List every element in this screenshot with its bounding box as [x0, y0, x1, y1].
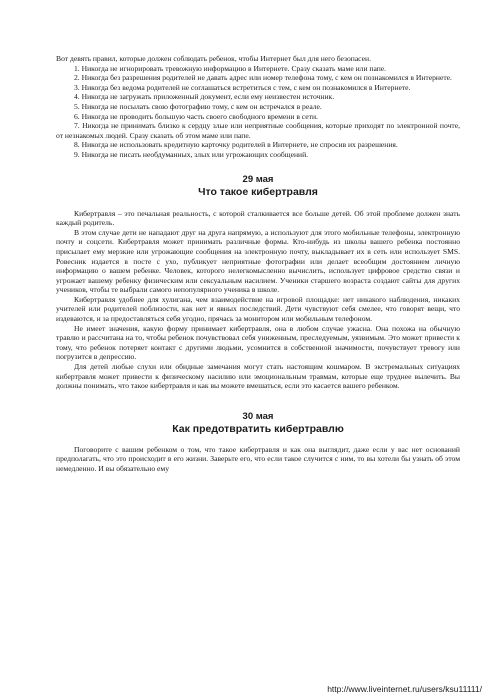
section-prevention	[56, 411, 460, 474]
section-title: Что такое кибертравля	[198, 185, 318, 198]
source-url-watermark: http://www.liveinternet.ru/users/ksu11111/	[327, 684, 482, 694]
rule-item: 3. Никогда без ведома родителей не соглашаться встретиться с тем, с кем он познакомился в Интернете.	[74, 82, 411, 92]
paragraph: Для детей любые слухи или обидные замечания могут стать настоящим кошмаром. В экстремальных ситуациях кибертравля может привести к физическому насилию или эмоциональным травмам, которые еще труднее вылечить. Вы должны понимать, что такое кибертравля и как вы можете вмешаться, если это касается вашего ребенком.	[56, 362, 460, 391]
section-date: 29 мая	[242, 173, 274, 185]
rule-item: 2. Никогда без разрешения родителей не давать адрес или номер телефона тому, с кем он познакомился в Интернете.	[74, 73, 452, 83]
paragraph: Поговорите с вашим ребенком о том, что такое кибертравля и как она выглядит, даже если у вас нет оснований предполагать, что это происходит в его жизни. Заверьте его, что если такое случится с ним, то вы хотели бы узнать об этом немедленно. И вы обязательно ему	[56, 444, 460, 473]
paragraph: В этом случае дети не нападают друг на друга напрямую, а используют для этого мобильные телефоны, электронную почту и соцсети. Кибертравля может принимать различные формы. Кто-нибудь из школы вашего ребенка постоянно присылает ему мерзкие или угрожающие сообщения на электронную почту, выкладывает их в сеть или использует SMS. Ровесник издается в посте с ухо, публикует неприятные фотографии или делает всеобщим достоянием личную информацию о вашем ребенке. Человек, которого нелегкомысленно вычислить, использует цифровое средство связи и угрожает вашему ребенку физическим или сексуальным насилием. Ученики старшего возраста создают сайты для других учеников, чтобы те выбрали самого непопулярного ученика в школе.	[56, 227, 460, 295]
rule-item: 8. Никогда не использовать кредитную карточку родителей в Интернете, не спросив их разрешения.	[74, 140, 398, 150]
rule-item: 6. Никогда не проводить большую часть своего свободного времени в сети.	[74, 111, 318, 121]
section-cyberbullying	[56, 174, 460, 391]
rule-item: 9. Никогда не писать необдуманных, злых или угрожающих сообщений.	[74, 149, 309, 159]
section-date: 30 мая	[242, 410, 274, 422]
paragraph: Кибертравля удобнее для хулигана, чем взаимодействие на игровой площадке: нет никакого наблюдения, никаких учителей или родителей поблизости, как нет и явных последствий. Дети чувствуют себя смелее, что говорят вещи, что издеваются, и за предоставляться себя угодно, прячась за монитором или мобильным телефоном.	[56, 294, 460, 324]
rule-item: 5. Никогда не посылать свою фотографию тому, с кем он встречался в реале.	[74, 101, 322, 111]
rule-item: 4. Никогда не загружать приложенный документ, если ему неизвестен источник.	[74, 92, 335, 102]
section-title: Как предотвратить кибертравлю	[172, 422, 344, 435]
intro-block	[56, 54, 460, 160]
rule-item: 1. Никогда не игнорировать тревожную информацию в Интернете. Сразу сказать маме или папе.	[74, 63, 387, 73]
intro-text: Вот девять правил, которые должен соблюдать ребенок, чтобы Интернет был для него безопасен.	[56, 54, 371, 63]
paragraph: Кибертравля – это печальная реальность, с которой сталкивается все больше детей. Об этой проблеме должен знать каждый родитель.	[56, 208, 460, 228]
rule-item: 7. Никогда не принимать близко к сердцу злые или неприятные сообщения, которые приходят по электронной почте, от незнакомых людей. Сразу сказать об этом маме или папе.	[56, 121, 460, 140]
paragraph: Не имеет значения, какую форму принимает кибертравля, она в любом случае ужасна. Она похожа на обычную травлю и рассчитана на то, чтобы ребенок почувствовал себя униженным, преследуемым, уязвимым. Это может привести к тому, что ребенок потеряет контакт с другими людьми, усомнится в собственной значимости, почувствует тревогу или погрузится в депрессию.	[56, 323, 460, 362]
